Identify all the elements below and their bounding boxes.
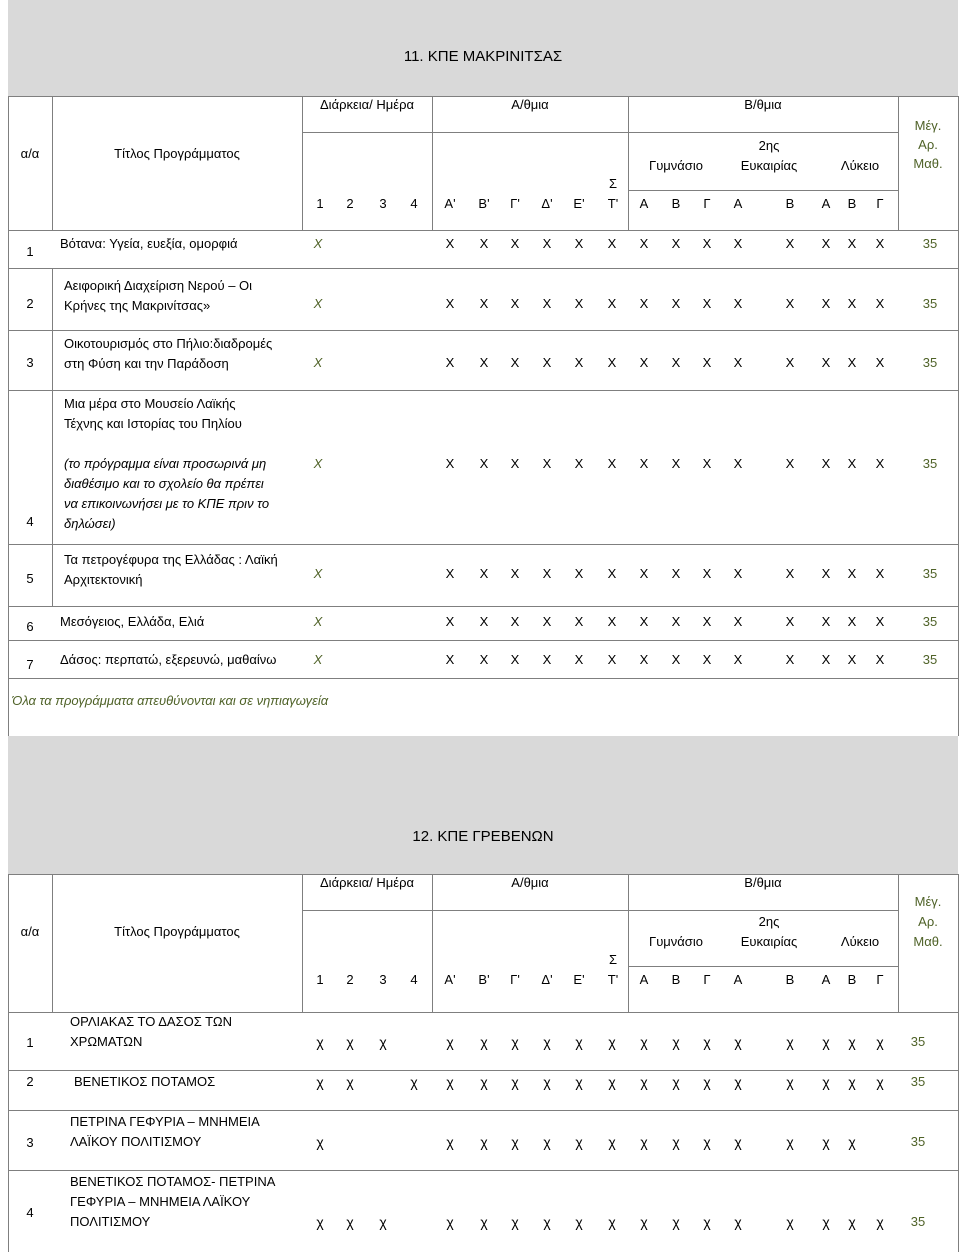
grade-mark: Χ [785,296,795,311]
grade-mark: χ [543,1134,551,1150]
grade-header-cell: 1 [316,196,324,211]
grade-header-cell: Γ [703,972,711,987]
grade-mark: χ [848,1134,856,1150]
header-gymnasio: Γυμνάσιο [649,158,703,173]
header-lykeio: Λύκειο [840,934,880,949]
grade-mark: Χ [821,652,831,667]
grade-mark: χ [316,1074,324,1090]
program-title: στη Φύση και την Παράδοση [64,356,229,371]
grade-mark: χ [848,1214,856,1230]
program-title: ΧΡΩΜΑΤΩΝ [70,1034,143,1049]
grade-header-cell: Β [671,196,681,211]
program-title: Μια μέρα στο Μουσείο Λαϊκής [64,396,236,411]
row-number: 2 [26,296,34,311]
grade-mark: Χ [875,355,885,370]
grade-mark: χ [822,1134,830,1150]
grade-header-cell: Γ [876,196,884,211]
grade-header-cell: Ε' [573,972,585,987]
header-primary: Α/θμια [511,97,549,112]
section-11-title-band [8,0,958,96]
grade-mark: Χ [445,296,455,311]
grade-mark: Χ [733,456,743,471]
grade-mark: Χ [574,456,584,471]
grade-mark: Χ [847,652,857,667]
grade-mark: χ [734,1034,742,1050]
grade-mark: χ [608,1034,616,1050]
grade-mark: χ [786,1214,794,1230]
grade-header-cell: Β' [478,196,490,211]
max-students: 35 [910,1074,926,1089]
grade-mark: Χ [702,355,712,370]
grade-mark: Χ [671,566,681,581]
program-note: να επικοινωνήσει με το ΚΠΕ πριν το [64,496,270,511]
grade-mark: Χ [875,456,885,471]
grade-header-cell: Γ' [510,972,520,987]
grade-mark: Χ [510,296,520,311]
day-mark: Χ [313,456,323,471]
header-secondary: Β/θμια [744,875,782,890]
grade-mark: Χ [733,652,743,667]
grade-mark: Χ [785,652,795,667]
grade-header-cell: Β [847,972,857,987]
header-sigma-2: Τ' [607,196,619,211]
grade-header-cell: Β [671,972,681,987]
program-title: Τα πετρογέφυρα της Ελλάδας : Λαϊκή [64,552,278,567]
day-mark: Χ [313,296,323,311]
grade-mark: χ [608,1214,616,1230]
grade-mark: Χ [702,236,712,251]
row-number: 4 [26,514,34,529]
row-number: 6 [26,619,34,634]
grade-mark: Χ [785,456,795,471]
grade-mark: χ [316,1134,324,1150]
row-number: 4 [26,1205,34,1220]
grade-mark: Χ [510,236,520,251]
grade-mark: χ [672,1214,680,1230]
grade-mark: χ [511,1134,519,1150]
grade-mark: χ [480,1214,488,1230]
header-second-chance-2: Ευκαιρίας [740,158,798,173]
grade-mark: χ [672,1074,680,1090]
grade-mark: Χ [733,236,743,251]
grade-mark: χ [511,1074,519,1090]
grade-mark: χ [876,1034,884,1050]
grade-mark: χ [703,1134,711,1150]
grade-header-cell: Α [733,196,743,211]
grade-mark: Χ [542,652,552,667]
grade-mark: χ [848,1034,856,1050]
grade-mark: Χ [639,355,649,370]
grade-header-cell: Α' [444,972,456,987]
grade-mark: Χ [875,296,885,311]
grade-mark: Χ [510,614,520,629]
max-students: 35 [922,566,938,581]
grade-mark: Χ [479,236,489,251]
grade-mark: χ [640,1074,648,1090]
grade-mark: Χ [639,236,649,251]
program-note: δηλώσει) [64,516,116,531]
grade-mark: Χ [671,296,681,311]
grade-mark: Χ [733,296,743,311]
header-max-2: Αρ. [918,137,938,152]
row-number: 5 [26,571,34,586]
grade-mark: Χ [479,456,489,471]
grade-mark: χ [511,1214,519,1230]
max-students: 35 [922,296,938,311]
grade-mark: Χ [607,296,617,311]
row-number: 3 [26,1135,34,1150]
day-mark: Χ [313,614,323,629]
program-title: Αρχιτεκτονική [64,572,143,587]
grade-header-cell: Β [785,972,795,987]
grade-header-cell: Β [785,196,795,211]
program-title: Μεσόγειος, Ελλάδα, Ελιά [60,614,205,629]
grade-mark: Χ [574,614,584,629]
section-11-title: 11. ΚΠΕ ΜΑΚΡΙΝΙΤΣΑΣ [403,48,563,65]
grade-mark: Χ [574,296,584,311]
max-students: 35 [922,456,938,471]
header-lykeio: Λύκειο [840,158,880,173]
grade-mark: Χ [445,614,455,629]
row-number: 1 [26,1035,34,1050]
grade-mark: Χ [821,296,831,311]
grade-mark: Χ [479,355,489,370]
program-title: ΛΑΪΚΟΥ ΠΟΛΙΤΙΣΜΟΥ [70,1134,202,1149]
grade-mark: χ [446,1214,454,1230]
grade-mark: χ [822,1214,830,1230]
grade-mark: Χ [542,456,552,471]
grade-mark: Χ [542,614,552,629]
header-max-3: Μαθ. [913,156,943,171]
grade-mark: χ [346,1034,354,1050]
grade-mark: χ [734,1134,742,1150]
grade-mark: Χ [639,614,649,629]
grade-mark: Χ [821,355,831,370]
row-number: 7 [26,657,34,672]
grade-header-cell: Α [639,196,649,211]
grade-mark: χ [480,1034,488,1050]
header-secondary: Β/θμια [744,97,782,112]
grade-mark: Χ [785,566,795,581]
grade-header-cell: Δ' [541,972,553,987]
row-number: 2 [26,1074,34,1089]
grade-mark: χ [511,1034,519,1050]
row-number: 1 [26,244,34,259]
program-title: ΠΕΤΡΙΝΑ ΓΕΦΥΡΙΑ – ΜΝΗΜΕΙΑ [70,1114,260,1129]
grade-header-cell: Α [821,972,831,987]
grade-mark: χ [379,1034,387,1050]
max-students: 35 [910,1034,926,1049]
grade-header-cell: 1 [316,972,324,987]
header-program-title: Τίτλος Προγράμματος [114,146,240,161]
grade-mark: Χ [510,652,520,667]
program-title: ΟΡΛΙΑΚΑΣ ΤΟ ΔΑΣΟΣ ΤΩΝ [70,1014,232,1029]
day-mark: Χ [313,355,323,370]
grade-mark: χ [316,1214,324,1230]
grade-mark: χ [876,1074,884,1090]
grade-mark: χ [446,1134,454,1150]
day-mark: Χ [313,652,323,667]
grade-mark: Χ [847,355,857,370]
program-title: Κρήνες της Μακρινίτσας» [64,298,211,313]
grade-mark: Χ [702,614,712,629]
grade-header-cell: Γ' [510,196,520,211]
max-students: 35 [922,614,938,629]
header-second-chance-2: Ευκαιρίας [740,934,798,949]
grade-mark: Χ [875,614,885,629]
grade-mark: Χ [847,236,857,251]
max-students: 35 [922,355,938,370]
grade-mark: χ [543,1034,551,1050]
grade-mark: χ [640,1134,648,1150]
header-second-chance-1: 2ης [758,138,780,153]
grade-mark: χ [640,1214,648,1230]
grade-mark: χ [703,1034,711,1050]
grade-mark: Χ [574,355,584,370]
grade-header-cell: 3 [379,972,387,987]
day-mark: Χ [313,566,323,581]
grade-mark: Χ [639,296,649,311]
program-title: ΒΕΝΕΤΙΚΟΣ ΠΟΤΑΜΟΣ [74,1074,216,1089]
grade-header-cell: Α [821,196,831,211]
grade-mark: χ [346,1214,354,1230]
grade-header-cell: Γ [876,972,884,987]
grade-mark: Χ [445,355,455,370]
grade-header-cell: 4 [410,196,418,211]
grade-mark: Χ [574,652,584,667]
grade-mark: χ [703,1074,711,1090]
program-title: Οικοτουρισμός στο Πήλιο:διαδρομές [64,336,273,351]
grade-mark: χ [480,1074,488,1090]
grade-mark: Χ [847,614,857,629]
grade-mark: χ [703,1214,711,1230]
max-students: 35 [922,236,938,251]
header-max-1: Μέγ. [914,118,942,133]
grade-mark: Χ [445,236,455,251]
header-max-2: Αρ. [918,914,938,929]
grade-mark: Χ [733,355,743,370]
grade-mark: Χ [607,566,617,581]
grade-header-cell: 2 [346,972,354,987]
grade-mark: Χ [671,614,681,629]
grade-mark: Χ [510,456,520,471]
header-sigma-1: Σ [608,176,618,191]
program-note: (το πρόγραμμα είναι προσωρινά μη [64,456,267,471]
grade-mark: Χ [607,652,617,667]
grade-mark: χ [608,1134,616,1150]
grade-mark: Χ [639,566,649,581]
grade-mark: Χ [445,456,455,471]
header-aa: α/α [20,924,40,939]
grade-mark: χ [786,1134,794,1150]
grade-mark: χ [379,1214,387,1230]
grade-mark: Χ [542,296,552,311]
grade-mark: Χ [785,614,795,629]
grade-header-cell: Ε' [573,196,585,211]
grade-mark: χ [672,1034,680,1050]
header-primary: Α/θμια [511,875,549,890]
header-max-1: Μέγ. [914,894,942,909]
grade-mark: Χ [702,566,712,581]
grade-mark: χ [410,1074,418,1090]
grade-mark: Χ [847,456,857,471]
grade-mark: Χ [821,566,831,581]
max-students: 35 [922,652,938,667]
grade-mark: χ [543,1214,551,1230]
program-title: Τέχνης και Ιστορίας του Πηλίου [64,416,242,431]
grade-mark: χ [575,1034,583,1050]
grade-mark: χ [575,1134,583,1150]
grade-mark: Χ [671,652,681,667]
grade-mark: χ [822,1034,830,1050]
grade-header-cell: Β' [478,972,490,987]
program-title: Αειφορική Διαχείριση Νερού – Οι [64,278,253,293]
grade-mark: Χ [671,236,681,251]
grade-mark: Χ [510,566,520,581]
grade-mark: Χ [847,566,857,581]
grade-mark: Χ [479,614,489,629]
grade-mark: Χ [875,566,885,581]
grade-header-cell: Γ [703,196,711,211]
grade-mark: χ [446,1074,454,1090]
grade-header-cell: 2 [346,196,354,211]
program-title: ΓΕΦΥΡΙΑ – ΜΝΗΜΕΙΑ ΛΑΪΚΟΥ [70,1194,251,1209]
grade-header-cell: Β [847,196,857,211]
grade-header-cell: 4 [410,972,418,987]
grade-mark: Χ [607,456,617,471]
grade-mark: Χ [607,614,617,629]
grade-mark: Χ [574,236,584,251]
grade-mark: χ [786,1034,794,1050]
grade-mark: χ [608,1074,616,1090]
grade-mark: Χ [542,566,552,581]
grade-mark: χ [672,1134,680,1150]
grade-header-cell: Α [639,972,649,987]
grade-mark: Χ [821,236,831,251]
grade-mark: Χ [702,456,712,471]
grade-mark: χ [480,1134,488,1150]
grade-mark: χ [575,1074,583,1090]
header-sigma-1: Σ [608,952,618,967]
header-aa: α/α [20,146,40,161]
grade-mark: χ [848,1074,856,1090]
grade-mark: Χ [542,236,552,251]
grade-mark: Χ [445,652,455,667]
header-second-chance-1: 2ης [758,914,780,929]
section-12-title-band [8,736,958,874]
grade-mark: Χ [702,652,712,667]
grade-mark: Χ [542,355,552,370]
program-note: διαθέσιμο και το σχολείο θα πρέπει [64,476,264,491]
program-title: ΠΟΛΙΤΙΣΜΟΥ [70,1214,151,1229]
grade-mark: Χ [821,456,831,471]
grade-mark: Χ [875,236,885,251]
program-title: Δάσος: περπατώ, εξερευνώ, μαθαίνω [60,652,277,667]
grade-mark: Χ [607,236,617,251]
grade-header-cell: Δ' [541,196,553,211]
grade-mark: Χ [671,355,681,370]
grade-mark: Χ [445,566,455,581]
program-title: ΒΕΝΕΤΙΚΟΣ ΠΟΤΑΜΟΣ- ΠΕΤΡΙΝΑ [70,1174,276,1189]
grade-mark: Χ [847,296,857,311]
grade-mark: χ [734,1074,742,1090]
grade-mark: Χ [574,566,584,581]
grade-mark: Χ [733,614,743,629]
footnote: Όλα τα προγράμματα απευθύνονται και σε νηπιαγωγεία [12,693,329,708]
grade-mark: Χ [510,355,520,370]
grade-mark: Χ [639,456,649,471]
grade-header-cell: Α' [444,196,456,211]
header-duration: Διάρκεια/ Ημέρα [320,97,414,112]
header-max-3: Μαθ. [913,934,943,949]
grade-mark: χ [822,1074,830,1090]
grade-mark: χ [575,1214,583,1230]
grade-mark: Χ [733,566,743,581]
grade-mark: χ [786,1074,794,1090]
grade-mark: Χ [479,652,489,667]
grade-mark: Χ [785,236,795,251]
grade-mark: Χ [671,456,681,471]
grade-mark: Χ [479,296,489,311]
max-students: 35 [910,1134,926,1149]
grade-mark: Χ [479,566,489,581]
day-mark: Χ [313,236,323,251]
max-students: 35 [910,1214,926,1229]
header-gymnasio: Γυμνάσιο [649,934,703,949]
header-program-title: Τίτλος Προγράμματος [114,924,240,939]
grade-header-cell: Α [733,972,743,987]
grade-mark: χ [346,1074,354,1090]
section-12-title: 12. ΚΠΕ ΓΡΕΒΕΝΩΝ [412,828,554,845]
grade-mark: χ [316,1034,324,1050]
grade-mark: χ [543,1074,551,1090]
header-duration: Διάρκεια/ Ημέρα [320,875,414,890]
grade-mark: Χ [785,355,795,370]
grade-mark: χ [876,1214,884,1230]
grade-mark: Χ [607,355,617,370]
header-sigma-2: Τ' [607,972,619,987]
grade-mark: Χ [875,652,885,667]
grade-header-cell: 3 [379,196,387,211]
program-title: Βότανα: Υγεία, ευεξία, ομορφιά [60,236,238,251]
grade-mark: Χ [702,296,712,311]
grade-mark: Χ [821,614,831,629]
grade-mark: χ [640,1034,648,1050]
grade-mark: χ [446,1034,454,1050]
row-number: 3 [26,355,34,370]
grade-mark: χ [734,1214,742,1230]
grade-mark: Χ [639,652,649,667]
